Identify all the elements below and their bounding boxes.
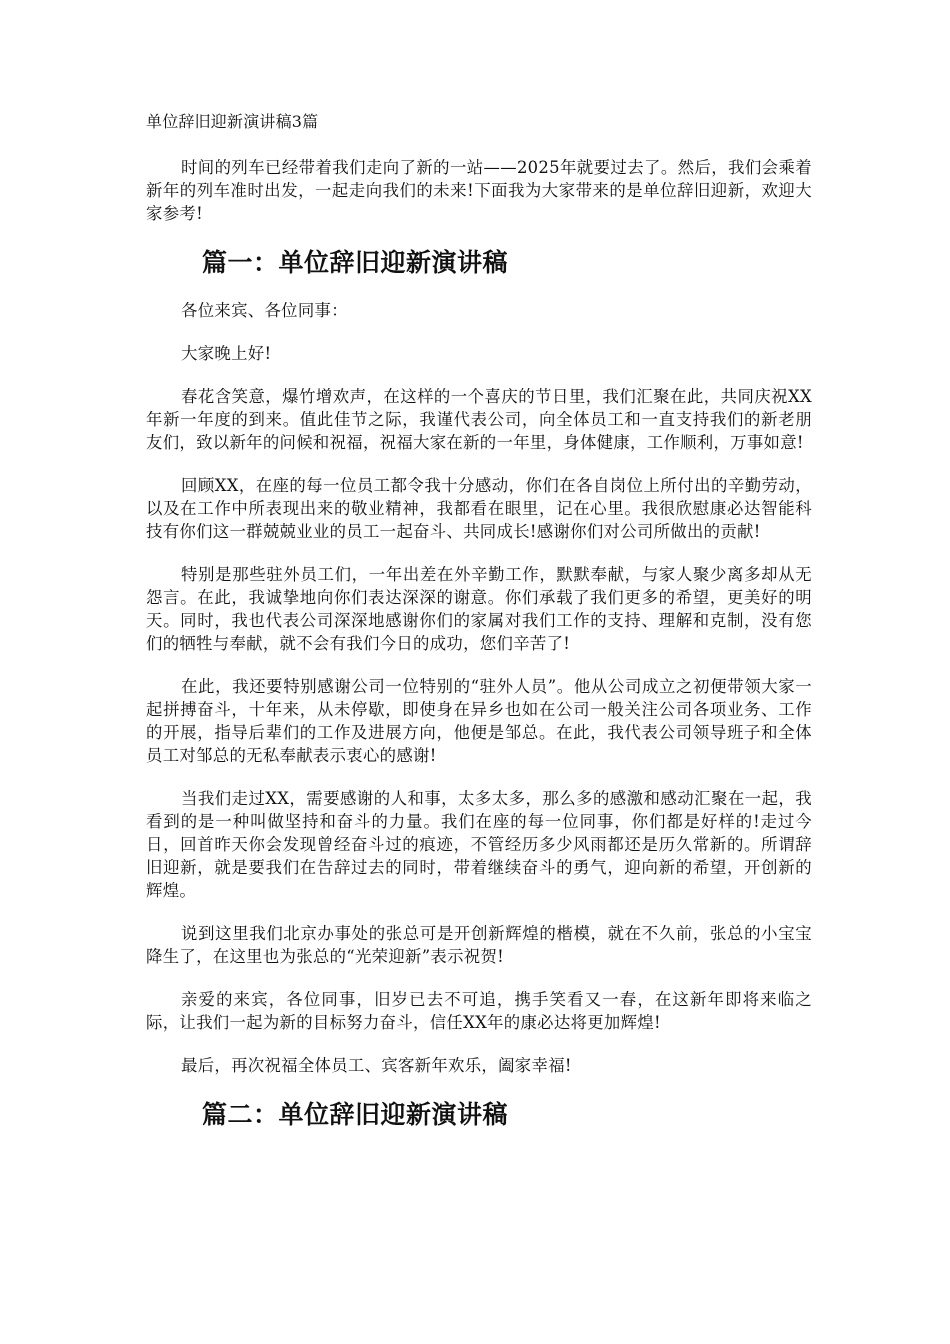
paragraph-closing: 最后，再次祝福全体员工、宾客新年欢乐，阖家幸福!	[181, 1056, 572, 1075]
paragraph-body: 春花含笑意，爆竹增欢声，在这样的一个喜庆的节日里，我们汇聚在此，共同庆祝XX年新一年度的到来。值此佳节之际，我谨代表公司，向全体员工和一直支持我们的新老朋友们，致以新年的问候和祝福，祝福大家在新的一年里，身体健康，工作顺利，万事如意!	[146, 387, 812, 452]
paragraph-body: 在此，我还要特别感谢公司一位特别的“驻外人员”。他从公司成立之初便带领大家一起拼搏奋斗，十年来，从未停歇，即使身在异乡也如在公司一般关注公司各项业务、工作的开展，指导后辈们的工作及进展方向，他便是邹总。在此，我代表公司领导班子和全体员工对邹总的无私奉献表示衷心的感谢!	[146, 677, 812, 765]
document-title: 单位辞旧迎新演讲稿3篇	[146, 112, 319, 131]
document-page	[146, 110, 812, 1151]
paragraph-body: 特别是那些驻外员工们，一年出差在外辛勤工作，默默奉献，与家人聚少离多却从无怨言。在此，我诚挚地向你们表达深深的谢意。你们承载了我们更多的希望，更美好的明天。同时，我也代表公司深深地感谢你们的家属对我们工作的支持、理解和克制，没有您们的牺牲与奉献，就不会有我们今日的成功，您们辛苦了!	[146, 565, 812, 653]
section-heading-1: 篇一：单位辞旧迎新演讲稿	[202, 248, 509, 277]
paragraph-greeting: 大家晚上好!	[181, 344, 272, 363]
paragraph-body: 回顾XX，在座的每一位员工都令我十分感动，你们在各自岗位上所付出的辛勤劳动，以及在工作中所表现出来的敬业精神，我都看在眼里，记在心里。我很欣慰康必达智能科技有你们这一群兢兢业业的员工一起奋斗、共同成长!感谢你们对公司所做出的贡献!	[146, 476, 812, 541]
paragraph-body: 说到这里我们北京办事处的张总可是开创新辉煌的楷模，就在不久前，张总的小宝宝降生了，在这里也为张总的“光荣迎新”表示祝贺!	[146, 924, 812, 966]
section-heading-2: 篇二：单位辞旧迎新演讲稿	[202, 1100, 509, 1129]
intro-paragraph: 时间的列车已经带着我们走向了新的一站——2025年就要过去了。然后，我们会乘着新年的列车准时出发，一起走向我们的未来!下面我为大家带来的是单位辞旧迎新，欢迎大家参考!	[146, 158, 812, 223]
paragraph-salutation: 各位来宾、各位同事：	[181, 301, 348, 320]
paragraph-body: 亲爱的来宾，各位同事，旧岁已去不可追，携手笑看又一春，在这新年即将来临之际，让我们一起为新的目标努力奋斗，信任XX年的康必达将更加辉煌!	[146, 990, 812, 1032]
paragraph-body: 当我们走过XX，需要感谢的人和事，太多太多，那么多的感激和感动汇聚在一起，我看到的是一种叫做坚持和奋斗的力量。我们在座的每一位同事，你们都是好样的!走过今日，回首昨天你会发现曾经奋斗过的痕迹，不管经历多少风雨都还是历久常新的。所谓辞旧迎新，就是要我们在告辞过去的同时，带着继续奋斗的勇气，迎向新的希望，开创新的辉煌。	[146, 789, 812, 900]
